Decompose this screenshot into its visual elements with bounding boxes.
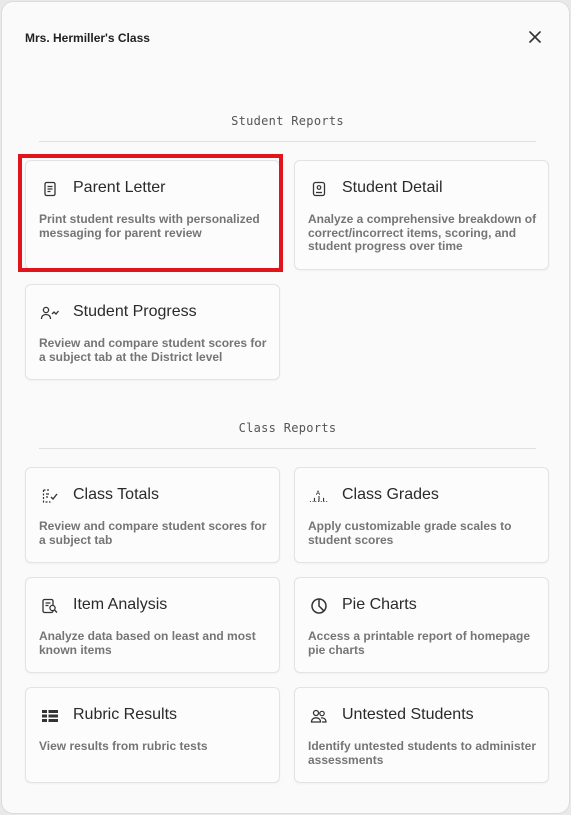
card-title: Item Analysis xyxy=(73,596,168,613)
card-description: Print student results with personalized messaging for parent review xyxy=(39,212,260,240)
document-search-icon xyxy=(40,596,60,616)
user-trend-icon xyxy=(40,303,60,323)
divider xyxy=(39,141,536,142)
card-pie-charts[interactable] xyxy=(294,577,549,673)
card-untested-students[interactable] xyxy=(294,687,549,783)
report-modal xyxy=(1,1,570,814)
close-button[interactable] xyxy=(526,28,544,46)
card-title: Class Totals xyxy=(73,486,159,503)
card-student-progress[interactable] xyxy=(25,284,280,380)
card-student-detail[interactable] xyxy=(294,160,549,270)
card-title: Class Grades xyxy=(342,486,439,503)
svg-text:A: A xyxy=(315,490,321,498)
document-icon xyxy=(40,179,60,199)
grade-scale-icon xyxy=(309,486,329,506)
card-rubric-results[interactable] xyxy=(25,687,280,783)
card-title: Parent Letter xyxy=(73,179,166,196)
card-description: Access a printable report of homepage pie charts xyxy=(308,629,531,657)
table-grid-icon xyxy=(40,706,60,726)
card-title: Pie Charts xyxy=(342,596,417,613)
card-title: Untested Students xyxy=(342,706,474,723)
divider xyxy=(39,448,536,449)
card-class-totals[interactable] xyxy=(25,467,280,563)
modal-title: Mrs. Hermiller's Class xyxy=(25,31,150,45)
card-item-analysis[interactable] xyxy=(25,577,280,673)
section-header-student-reports: Student Reports xyxy=(231,114,344,128)
card-description: Identify untested students to administer assessments xyxy=(308,739,537,767)
card-title: Student Progress xyxy=(73,303,197,320)
section-header-class-reports: Class Reports xyxy=(238,421,337,435)
checklist-icon xyxy=(40,486,60,506)
card-class-grades[interactable] xyxy=(294,467,549,563)
card-description: Analyze data based on least and most known items xyxy=(39,629,256,657)
card-description: Review and compare student scores for a subject tab at the District level xyxy=(39,336,267,364)
users-icon xyxy=(309,706,329,726)
card-description: Analyze a comprehensive breakdown of correct/incorrect items, scoring, and student progress over time xyxy=(308,212,537,253)
card-description: View results from rubric tests xyxy=(39,739,208,753)
id-badge-icon xyxy=(309,179,329,199)
card-description: Review and compare student scores for a subject tab xyxy=(39,519,267,547)
card-title: Student Detail xyxy=(342,179,443,196)
card-title: Rubric Results xyxy=(73,706,178,723)
card-description: Apply customizable grade scales to student scores xyxy=(308,519,512,547)
card-parent-letter[interactable] xyxy=(25,160,280,270)
pie-chart-icon xyxy=(309,596,329,616)
close-icon xyxy=(529,31,541,43)
